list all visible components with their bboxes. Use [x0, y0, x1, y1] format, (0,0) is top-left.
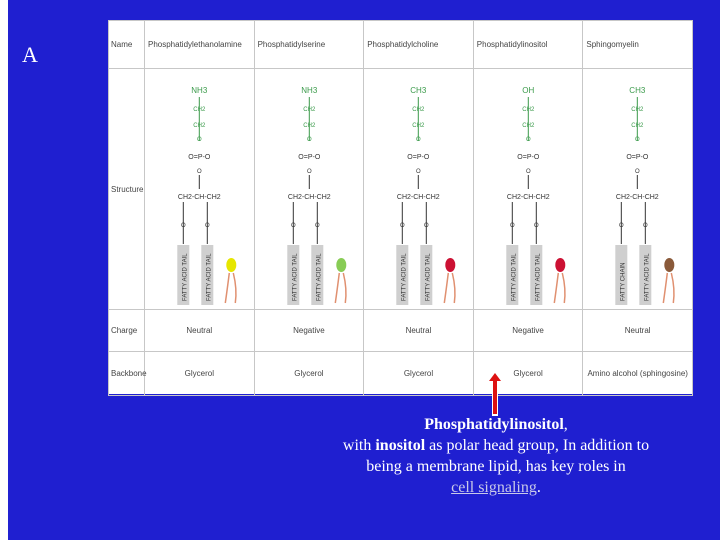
head-icon — [336, 258, 346, 272]
caption-bold: inositol — [375, 437, 426, 454]
structure-label: O — [635, 169, 641, 175]
structure-label: O — [180, 223, 186, 229]
tail-icon — [335, 273, 346, 303]
structure-diagram — [364, 69, 473, 309]
structure-label: CH2 — [193, 107, 206, 113]
caption-title: Phosphatidylinositol — [424, 416, 564, 433]
structure-label: O — [416, 137, 421, 143]
structure-label: FATTY CHAIN — [620, 262, 627, 301]
structure-label: FATTY ACID TAIL — [401, 253, 408, 301]
backbone-cell: Amino alcohol (sphingosine) — [583, 352, 693, 396]
structure-label: FATTY ACID TAIL — [511, 253, 518, 301]
structure-label: O — [643, 223, 649, 229]
structure-label: FATTY ACID TAIL — [206, 253, 213, 301]
red-arrow-icon — [486, 370, 504, 416]
structure-label: O — [204, 223, 210, 229]
structure-diagram — [255, 69, 364, 309]
column-name: Sphingomyelin — [583, 21, 693, 69]
structure-label: FATTY ACID TAIL — [644, 253, 651, 301]
structure-label: CH2 — [302, 123, 315, 129]
structure-label: FATTY ACID TAIL — [425, 253, 432, 301]
structure-label: O=P-O — [407, 154, 430, 161]
tail-icon — [225, 273, 236, 303]
structure-label: FATTY ACID TAIL — [182, 253, 189, 301]
structure-label: O — [314, 223, 320, 229]
structure-label: CH2 — [522, 123, 535, 129]
row-header-structure: Structure — [109, 69, 145, 310]
caption-line2: being a membrane lipid, has key roles in — [366, 458, 626, 475]
structure-cell — [145, 69, 255, 310]
structure-label: CH2 — [412, 107, 425, 113]
structure-label: O — [635, 137, 641, 143]
structure-label: O — [290, 223, 296, 229]
row-header-backbone: Backbone — [109, 352, 145, 396]
structure-label: CH3 — [629, 86, 646, 95]
charge-cell: Neutral — [145, 310, 255, 352]
structure-diagram — [583, 69, 692, 309]
structure-label: CH2 — [631, 107, 644, 113]
head-icon — [555, 258, 565, 272]
caption-text: with — [342, 437, 376, 454]
structure-label: CH2-CH-CH2 — [397, 194, 440, 201]
charge-cell: Negative — [254, 310, 364, 352]
structure-label: O — [196, 169, 202, 175]
caption: Phosphatidylinositol, with inositol as polar head group, In addition to being a membrane lipid, has key roles in cell signaling. — [296, 414, 696, 498]
structure-label: O — [619, 223, 625, 229]
caption-text: as polar head group, In addition to — [425, 437, 650, 454]
head-icon — [445, 258, 455, 272]
structure-cell — [364, 69, 474, 310]
column-name: Phosphatidylserine — [254, 21, 364, 69]
column-name: Phosphatidylcholine — [364, 21, 474, 69]
structure-label: O — [306, 169, 312, 175]
tail-icon — [554, 273, 565, 303]
structure-label: CH2-CH-CH2 — [177, 194, 221, 201]
structure-label: CH2 — [522, 107, 535, 113]
structure-label: O=P-O — [517, 154, 540, 161]
structure-label: CH2 — [412, 123, 425, 129]
structure-label: O=P-O — [297, 154, 320, 161]
structure-label: CH2-CH-CH2 — [506, 194, 550, 201]
structure-diagram — [474, 69, 583, 309]
structure-label: O — [424, 223, 429, 229]
structure-label: O — [306, 137, 312, 143]
structure-label: CH3 — [410, 86, 427, 95]
structure-label: NH3 — [300, 86, 317, 95]
structure-label: O — [525, 169, 531, 175]
charge-cell: Negative — [473, 310, 583, 352]
slide-letter: A — [22, 42, 38, 67]
cell-signaling-link[interactable]: cell signaling — [451, 479, 537, 496]
tail-icon — [664, 273, 675, 303]
structure-label: O=P-O — [188, 154, 211, 161]
row-header-charge: Charge — [109, 310, 145, 352]
row-header-name: Name — [109, 21, 145, 69]
backbone-cell: Glycerol — [145, 352, 255, 396]
structure-label: O — [525, 137, 531, 143]
structure-label: CH2 — [302, 107, 315, 113]
structure-label: FATTY ACID TAIL — [535, 253, 542, 301]
structure-label: CH2-CH-CH2 — [616, 194, 660, 201]
structure-cell — [254, 69, 364, 310]
structure-label: FATTY ACID TAIL — [315, 253, 322, 301]
structure-label: NH3 — [191, 86, 208, 95]
slide-left-edge — [0, 0, 8, 540]
charge-cell: Neutral — [583, 310, 693, 352]
structure-cell — [583, 69, 693, 310]
structure-label: O — [416, 169, 421, 175]
head-icon — [226, 258, 236, 272]
head-icon — [665, 258, 675, 272]
tail-icon — [444, 273, 455, 303]
structure-cell — [473, 69, 583, 310]
backbone-cell: Glycerol — [364, 352, 474, 396]
structure-label: CH2-CH-CH2 — [287, 194, 331, 201]
structure-diagram — [145, 69, 254, 309]
structure-label: O — [400, 223, 405, 229]
lipid-table — [108, 20, 693, 394]
backbone-cell: Glycerol — [473, 352, 583, 396]
structure-label: OH — [522, 86, 535, 95]
backbone-cell: Glycerol — [254, 352, 364, 396]
structure-label: FATTY ACID TAIL — [291, 253, 298, 301]
structure-label: O — [509, 223, 515, 229]
structure-label: O — [196, 137, 202, 143]
column-name: Phosphatidylethanolamine — [145, 21, 255, 69]
structure-label: O=P-O — [626, 154, 649, 161]
structure-label: CH2 — [193, 123, 206, 129]
structure-label: O — [533, 223, 539, 229]
structure-label: CH2 — [631, 123, 644, 129]
charge-cell: Neutral — [364, 310, 474, 352]
column-name: Phosphatidylinositol — [473, 21, 583, 69]
